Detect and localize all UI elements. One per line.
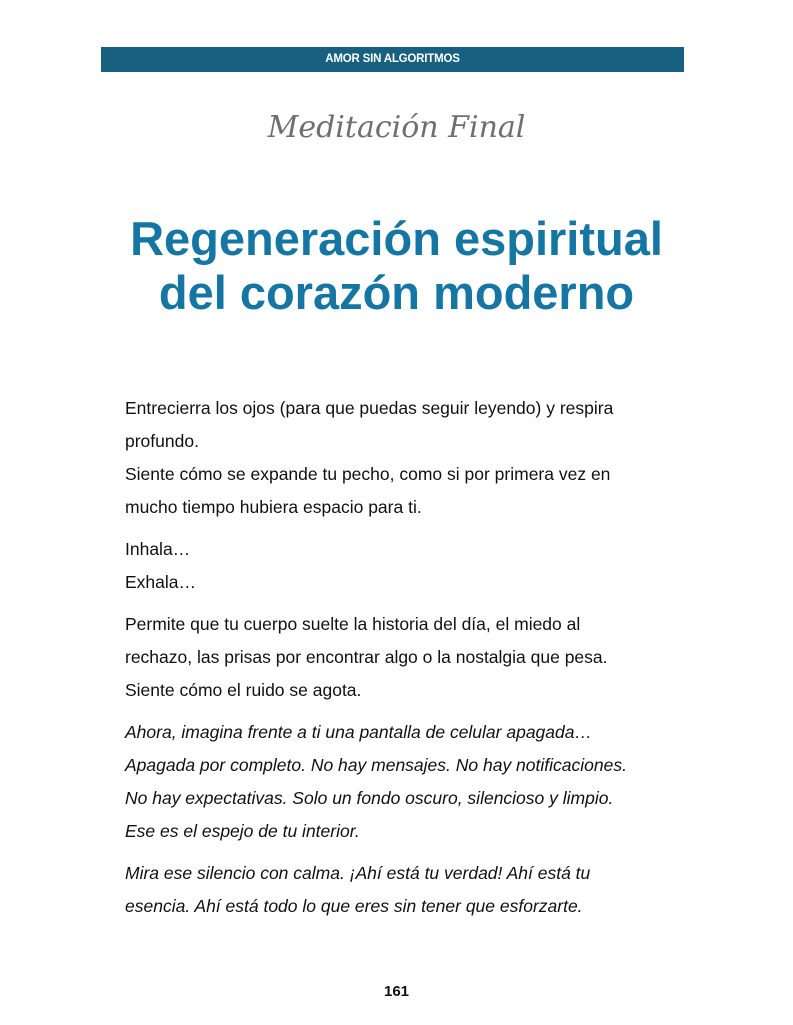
body-text bbox=[125, 392, 685, 932]
text-line: Ahora, imagina frente a ti una pantalla de celular apagada… bbox=[125, 722, 592, 742]
text-line: Ese es el espejo de tu interior. bbox=[125, 821, 360, 841]
text-line: Mira ese silencio con calma. ¡Ahí está tu verdad! Ahí está tu bbox=[125, 863, 591, 883]
text-line: profundo. bbox=[125, 431, 199, 451]
text-line: esencia. Ahí está todo lo que eres sin tener que esforzarte. bbox=[125, 896, 583, 916]
paragraph-italic bbox=[125, 716, 685, 848]
text-line: Siente cómo se expande tu pecho, como si por primera vez en bbox=[125, 464, 611, 484]
paragraph bbox=[125, 392, 685, 524]
running-header-title: AMOR SIN ALGORITMOS bbox=[325, 53, 460, 65]
text-line: Apagada por completo. No hay mensajes. No hay notificaciones. bbox=[125, 755, 627, 775]
text-line: rechazo, las prisas por encontrar algo o la nostalgia que pesa. bbox=[125, 647, 608, 667]
section-subtitle: Meditación Final bbox=[267, 110, 526, 145]
text-line: Permite que tu cuerpo suelte la historia del día, el miedo al bbox=[125, 614, 581, 634]
paragraph bbox=[125, 608, 685, 707]
paragraph-italic bbox=[125, 857, 685, 923]
page-number: 161 bbox=[383, 983, 410, 1000]
text-line: Siente cómo el ruido se agota. bbox=[125, 680, 362, 700]
page-title-line-1: Regeneración espiritual bbox=[130, 212, 663, 265]
text-line: mucho tiempo hubiera espacio para ti. bbox=[125, 497, 422, 517]
running-header bbox=[101, 47, 684, 72]
page-title bbox=[60, 212, 733, 320]
text-line: Entrecierra los ojos (para que puedas seguir leyendo) y respira bbox=[125, 398, 614, 418]
text-line: Inhala… bbox=[125, 539, 191, 559]
text-line: No hay expectativas. Solo un fondo oscuro, silencioso y limpio. bbox=[125, 788, 614, 808]
page-title-line-2: del corazón moderno bbox=[158, 266, 635, 319]
paragraph bbox=[125, 533, 685, 599]
text-line: Exhala… bbox=[125, 572, 197, 592]
